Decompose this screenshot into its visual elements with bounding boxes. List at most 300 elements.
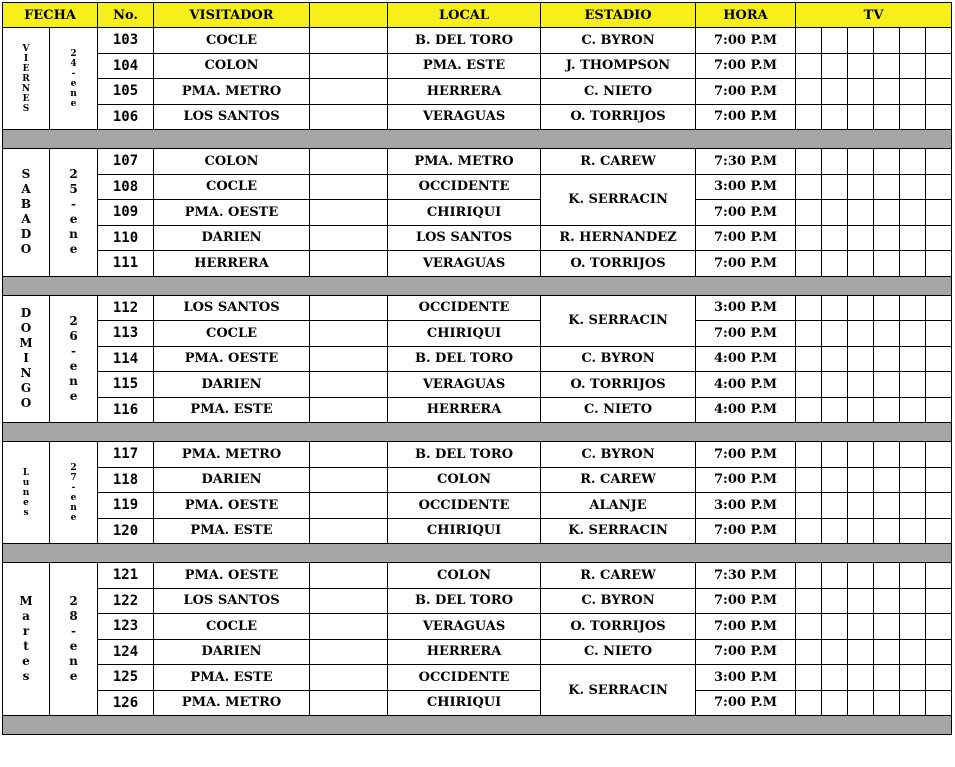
- day-name: [3, 563, 50, 716]
- hora-cell: 7:00 P.M: [696, 225, 796, 251]
- blank-cell: [310, 665, 388, 691]
- tv-cell: [822, 614, 848, 640]
- table-row: [3, 563, 952, 589]
- game-number: 117: [98, 442, 154, 468]
- visitador-cell: PMA. METRO: [154, 79, 310, 105]
- local-cell: CHIRIQUI: [388, 200, 541, 226]
- tv-cell: [796, 372, 822, 398]
- tv-cell: [926, 397, 952, 423]
- hora-cell: 7:00 P.M: [696, 79, 796, 105]
- estadio-cell: O. TORRIJOS: [541, 372, 696, 398]
- game-number: 107: [98, 149, 154, 175]
- tv-cell: [900, 149, 926, 175]
- tv-cell: [926, 442, 952, 468]
- tv-cell: [900, 53, 926, 79]
- schedule-table: [2, 2, 952, 735]
- tv-cell: [848, 397, 874, 423]
- hora-cell: 7:30 P.M: [696, 149, 796, 175]
- game-number: 121: [98, 563, 154, 589]
- tv-cell: [822, 104, 848, 130]
- estadio-cell: O. TORRIJOS: [541, 614, 696, 640]
- local-cell: CHIRIQUI: [388, 321, 541, 347]
- header-no: No.: [98, 3, 154, 28]
- tv-cell: [796, 200, 822, 226]
- header-local: LOCAL: [388, 3, 541, 28]
- estadio-cell: R. CAREW: [541, 563, 696, 589]
- vertical-text: 2 7 - e n e: [70, 462, 77, 523]
- tv-cell: [796, 28, 822, 54]
- game-number: 114: [98, 346, 154, 372]
- visitador-cell: DARIEN: [154, 639, 310, 665]
- local-cell: HERRERA: [388, 79, 541, 105]
- estadio-cell: K. SERRACIN: [541, 665, 696, 716]
- separator-row: [3, 544, 952, 563]
- local-cell: OCCIDENTE: [388, 174, 541, 200]
- tv-cell: [926, 104, 952, 130]
- tv-cell: [848, 493, 874, 519]
- tv-cell: [900, 79, 926, 105]
- visitador-cell: COLON: [154, 149, 310, 175]
- tv-cell: [848, 563, 874, 589]
- day-date: [50, 563, 98, 716]
- separator-row: [3, 716, 952, 735]
- tv-cell: [900, 442, 926, 468]
- hora-cell: 7:00 P.M: [696, 690, 796, 716]
- local-cell: OCCIDENTE: [388, 493, 541, 519]
- vertical-text: 2 8 - e n e: [69, 594, 78, 683]
- estadio-cell: C. BYRON: [541, 346, 696, 372]
- day-name: [3, 442, 50, 544]
- hora-cell: 7:00 P.M: [696, 53, 796, 79]
- hora-cell: 3:00 P.M: [696, 493, 796, 519]
- tv-cell: [796, 588, 822, 614]
- tv-cell: [796, 79, 822, 105]
- day-name: [3, 295, 50, 423]
- hora-cell: 7:00 P.M: [696, 614, 796, 640]
- tv-cell: [796, 346, 822, 372]
- game-number: 106: [98, 104, 154, 130]
- game-number: 126: [98, 690, 154, 716]
- estadio-cell: C. NIETO: [541, 639, 696, 665]
- tv-cell: [848, 295, 874, 321]
- game-number: 118: [98, 467, 154, 493]
- tv-cell: [822, 665, 848, 691]
- tv-cell: [848, 639, 874, 665]
- tv-cell: [822, 518, 848, 544]
- game-number: 119: [98, 493, 154, 519]
- separator-row: [3, 276, 952, 295]
- estadio-cell: C. NIETO: [541, 397, 696, 423]
- table-row: [3, 518, 952, 544]
- day-name: [3, 149, 50, 277]
- tv-cell: [848, 53, 874, 79]
- estadio-cell: C. BYRON: [541, 28, 696, 54]
- local-cell: B. DEL TORO: [388, 588, 541, 614]
- estadio-cell: R. CAREW: [541, 149, 696, 175]
- tv-cell: [796, 225, 822, 251]
- separator-row: [3, 130, 952, 149]
- tv-cell: [874, 79, 900, 105]
- table-row: [3, 104, 952, 130]
- table-row: [3, 53, 952, 79]
- tv-cell: [926, 346, 952, 372]
- vertical-text: S A B A D O: [20, 167, 32, 257]
- blank-cell: [310, 149, 388, 175]
- tv-cell: [848, 28, 874, 54]
- local-cell: OCCIDENTE: [388, 665, 541, 691]
- visitador-cell: HERRERA: [154, 251, 310, 277]
- tv-cell: [848, 174, 874, 200]
- table-row: [3, 251, 952, 277]
- local-cell: CHIRIQUI: [388, 518, 541, 544]
- tv-cell: [822, 174, 848, 200]
- tv-cell: [796, 442, 822, 468]
- local-cell: CHIRIQUI: [388, 690, 541, 716]
- game-number: 104: [98, 53, 154, 79]
- game-number: 110: [98, 225, 154, 251]
- tv-cell: [926, 639, 952, 665]
- tv-cell: [926, 614, 952, 640]
- game-number: 113: [98, 321, 154, 347]
- hora-cell: 3:00 P.M: [696, 665, 796, 691]
- tv-cell: [900, 200, 926, 226]
- tv-cell: [848, 614, 874, 640]
- tv-cell: [874, 442, 900, 468]
- local-cell: B. DEL TORO: [388, 442, 541, 468]
- tv-cell: [822, 690, 848, 716]
- local-cell: B. DEL TORO: [388, 28, 541, 54]
- tv-cell: [874, 346, 900, 372]
- tv-cell: [796, 53, 822, 79]
- estadio-cell: O. TORRIJOS: [541, 251, 696, 277]
- tv-cell: [900, 174, 926, 200]
- tv-cell: [926, 690, 952, 716]
- tv-cell: [874, 149, 900, 175]
- tv-cell: [796, 467, 822, 493]
- game-number: 124: [98, 639, 154, 665]
- local-cell: HERRERA: [388, 639, 541, 665]
- tv-cell: [900, 104, 926, 130]
- hora-cell: 7:00 P.M: [696, 639, 796, 665]
- tv-cell: [796, 518, 822, 544]
- visitador-cell: COCLE: [154, 28, 310, 54]
- tv-cell: [822, 225, 848, 251]
- visitador-cell: PMA. METRO: [154, 442, 310, 468]
- tv-cell: [900, 321, 926, 347]
- hora-cell: 3:00 P.M: [696, 174, 796, 200]
- tv-cell: [822, 149, 848, 175]
- local-cell: LOS SANTOS: [388, 225, 541, 251]
- table-row: [3, 149, 952, 175]
- local-cell: PMA. ESTE: [388, 53, 541, 79]
- visitador-cell: LOS SANTOS: [154, 104, 310, 130]
- tv-cell: [796, 321, 822, 347]
- game-number: 112: [98, 295, 154, 321]
- blank-cell: [310, 493, 388, 519]
- tv-cell: [874, 225, 900, 251]
- estadio-cell: C. NIETO: [541, 79, 696, 105]
- blank-cell: [310, 442, 388, 468]
- tv-cell: [900, 372, 926, 398]
- tv-cell: [900, 614, 926, 640]
- tv-cell: [796, 493, 822, 519]
- tv-cell: [900, 518, 926, 544]
- estadio-cell: K. SERRACIN: [541, 295, 696, 346]
- tv-cell: [796, 639, 822, 665]
- table-row: [3, 493, 952, 519]
- visitador-cell: PMA. ESTE: [154, 665, 310, 691]
- tv-cell: [848, 588, 874, 614]
- hora-cell: 4:00 P.M: [696, 372, 796, 398]
- vertical-text: 2 6 - e n e: [69, 313, 78, 403]
- visitador-cell: COLON: [154, 53, 310, 79]
- hora-cell: 4:00 P.M: [696, 397, 796, 423]
- visitador-cell: PMA. OESTE: [154, 493, 310, 519]
- local-cell: B. DEL TORO: [388, 346, 541, 372]
- tv-cell: [848, 467, 874, 493]
- tv-cell: [926, 174, 952, 200]
- header-hora: HORA: [696, 3, 796, 28]
- local-cell: COLON: [388, 563, 541, 589]
- tv-cell: [900, 251, 926, 277]
- estadio-cell: C. BYRON: [541, 442, 696, 468]
- tv-cell: [796, 104, 822, 130]
- tv-cell: [874, 372, 900, 398]
- separator-cell: [3, 544, 952, 563]
- tv-cell: [822, 251, 848, 277]
- table-row: [3, 346, 952, 372]
- visitador-cell: PMA. OESTE: [154, 200, 310, 226]
- game-number: 116: [98, 397, 154, 423]
- separator-cell: [3, 423, 952, 442]
- local-cell: COLON: [388, 467, 541, 493]
- blank-cell: [310, 639, 388, 665]
- header-blank: [310, 3, 388, 28]
- table-row: [3, 79, 952, 105]
- tv-cell: [926, 493, 952, 519]
- hora-cell: 7:00 P.M: [696, 588, 796, 614]
- tv-cell: [926, 588, 952, 614]
- tv-cell: [822, 442, 848, 468]
- tv-cell: [900, 563, 926, 589]
- tv-cell: [848, 690, 874, 716]
- vertical-text: L u n e s: [22, 467, 30, 518]
- tv-cell: [848, 251, 874, 277]
- tv-cell: [900, 690, 926, 716]
- table-row: [3, 397, 952, 423]
- table-row: [3, 225, 952, 251]
- blank-cell: [310, 295, 388, 321]
- tv-cell: [848, 442, 874, 468]
- tv-cell: [926, 518, 952, 544]
- visitador-cell: PMA. ESTE: [154, 397, 310, 423]
- tv-cell: [822, 295, 848, 321]
- tv-cell: [822, 588, 848, 614]
- table-row: [3, 200, 952, 226]
- tv-cell: [848, 104, 874, 130]
- tv-cell: [874, 588, 900, 614]
- estadio-cell: J. THOMPSON: [541, 53, 696, 79]
- table-row: [3, 372, 952, 398]
- hora-cell: 7:30 P.M: [696, 563, 796, 589]
- tv-cell: [874, 690, 900, 716]
- vertical-text: 2 4 - e n e: [70, 48, 77, 109]
- visitador-cell: DARIEN: [154, 372, 310, 398]
- blank-cell: [310, 690, 388, 716]
- tv-cell: [848, 225, 874, 251]
- blank-cell: [310, 200, 388, 226]
- blank-cell: [310, 518, 388, 544]
- blank-cell: [310, 346, 388, 372]
- game-number: 108: [98, 174, 154, 200]
- tv-cell: [796, 174, 822, 200]
- blank-cell: [310, 174, 388, 200]
- local-cell: PMA. METRO: [388, 149, 541, 175]
- table-row: [3, 690, 952, 716]
- tv-cell: [796, 397, 822, 423]
- game-number: 123: [98, 614, 154, 640]
- hora-cell: 4:00 P.M: [696, 346, 796, 372]
- game-number: 103: [98, 28, 154, 54]
- tv-cell: [926, 79, 952, 105]
- game-number: 115: [98, 372, 154, 398]
- tv-cell: [848, 200, 874, 226]
- visitador-cell: PMA. OESTE: [154, 346, 310, 372]
- visitador-cell: PMA. METRO: [154, 690, 310, 716]
- tv-cell: [796, 295, 822, 321]
- game-number: 125: [98, 665, 154, 691]
- tv-cell: [926, 563, 952, 589]
- tv-cell: [822, 321, 848, 347]
- tv-cell: [796, 665, 822, 691]
- visitador-cell: COCLE: [154, 321, 310, 347]
- visitador-cell: LOS SANTOS: [154, 588, 310, 614]
- table-row: [3, 442, 952, 468]
- tv-cell: [926, 53, 952, 79]
- tv-cell: [926, 665, 952, 691]
- blank-cell: [310, 321, 388, 347]
- tv-cell: [900, 28, 926, 54]
- tv-cell: [874, 665, 900, 691]
- local-cell: HERRERA: [388, 397, 541, 423]
- estadio-cell: R. CAREW: [541, 467, 696, 493]
- tv-cell: [874, 174, 900, 200]
- game-number: 109: [98, 200, 154, 226]
- tv-cell: [822, 372, 848, 398]
- tv-cell: [900, 225, 926, 251]
- separator-row: [3, 423, 952, 442]
- hora-cell: 7:00 P.M: [696, 518, 796, 544]
- tv-cell: [900, 639, 926, 665]
- table-row: [3, 639, 952, 665]
- tv-cell: [796, 563, 822, 589]
- blank-cell: [310, 79, 388, 105]
- tv-cell: [874, 563, 900, 589]
- local-cell: VERAGUAS: [388, 251, 541, 277]
- tv-cell: [848, 372, 874, 398]
- table-row: [3, 295, 952, 321]
- tv-cell: [822, 397, 848, 423]
- vertical-text: 2 5 - e n e: [69, 167, 78, 257]
- estadio-cell: R. HERNANDEZ: [541, 225, 696, 251]
- tv-cell: [874, 28, 900, 54]
- game-number: 105: [98, 79, 154, 105]
- local-cell: OCCIDENTE: [388, 295, 541, 321]
- table-row: [3, 321, 952, 347]
- tv-cell: [900, 295, 926, 321]
- hora-cell: 7:00 P.M: [696, 442, 796, 468]
- tv-cell: [874, 53, 900, 79]
- tv-cell: [874, 200, 900, 226]
- day-date: [50, 442, 98, 544]
- vertical-text: M a r t e s: [19, 594, 33, 683]
- tv-cell: [874, 321, 900, 347]
- tv-cell: [874, 518, 900, 544]
- blank-cell: [310, 251, 388, 277]
- game-number: 111: [98, 251, 154, 277]
- tv-cell: [822, 493, 848, 519]
- table-row: [3, 614, 952, 640]
- table-row: [3, 588, 952, 614]
- estadio-cell: K. SERRACIN: [541, 518, 696, 544]
- visitador-cell: DARIEN: [154, 225, 310, 251]
- local-cell: VERAGUAS: [388, 614, 541, 640]
- header-row: [3, 3, 952, 28]
- vertical-text: D O M I N G O: [19, 306, 33, 411]
- tv-cell: [926, 200, 952, 226]
- estadio-cell: K. SERRACIN: [541, 174, 696, 225]
- tv-cell: [822, 200, 848, 226]
- tv-cell: [926, 467, 952, 493]
- tv-cell: [874, 104, 900, 130]
- tv-cell: [796, 149, 822, 175]
- tv-cell: [900, 493, 926, 519]
- local-cell: VERAGUAS: [388, 104, 541, 130]
- visitador-cell: COCLE: [154, 614, 310, 640]
- visitador-cell: DARIEN: [154, 467, 310, 493]
- tv-cell: [848, 665, 874, 691]
- tv-cell: [900, 397, 926, 423]
- blank-cell: [310, 588, 388, 614]
- blank-cell: [310, 397, 388, 423]
- tv-cell: [874, 614, 900, 640]
- tv-cell: [874, 493, 900, 519]
- tv-cell: [900, 346, 926, 372]
- day-date: [50, 28, 98, 130]
- schedule-body: [3, 28, 952, 735]
- tv-cell: [926, 372, 952, 398]
- hora-cell: 3:00 P.M: [696, 295, 796, 321]
- blank-cell: [310, 372, 388, 398]
- day-date: [50, 149, 98, 277]
- hora-cell: 7:00 P.M: [696, 251, 796, 277]
- tv-cell: [874, 639, 900, 665]
- visitador-cell: LOS SANTOS: [154, 295, 310, 321]
- visitador-cell: PMA. OESTE: [154, 563, 310, 589]
- tv-cell: [926, 295, 952, 321]
- blank-cell: [310, 53, 388, 79]
- tv-cell: [822, 467, 848, 493]
- tv-cell: [822, 563, 848, 589]
- separator-cell: [3, 130, 952, 149]
- vertical-text: V I E R N E S: [21, 43, 31, 114]
- tv-cell: [848, 321, 874, 347]
- blank-cell: [310, 104, 388, 130]
- tv-cell: [822, 79, 848, 105]
- visitador-cell: COCLE: [154, 174, 310, 200]
- tv-cell: [796, 690, 822, 716]
- tv-cell: [822, 28, 848, 54]
